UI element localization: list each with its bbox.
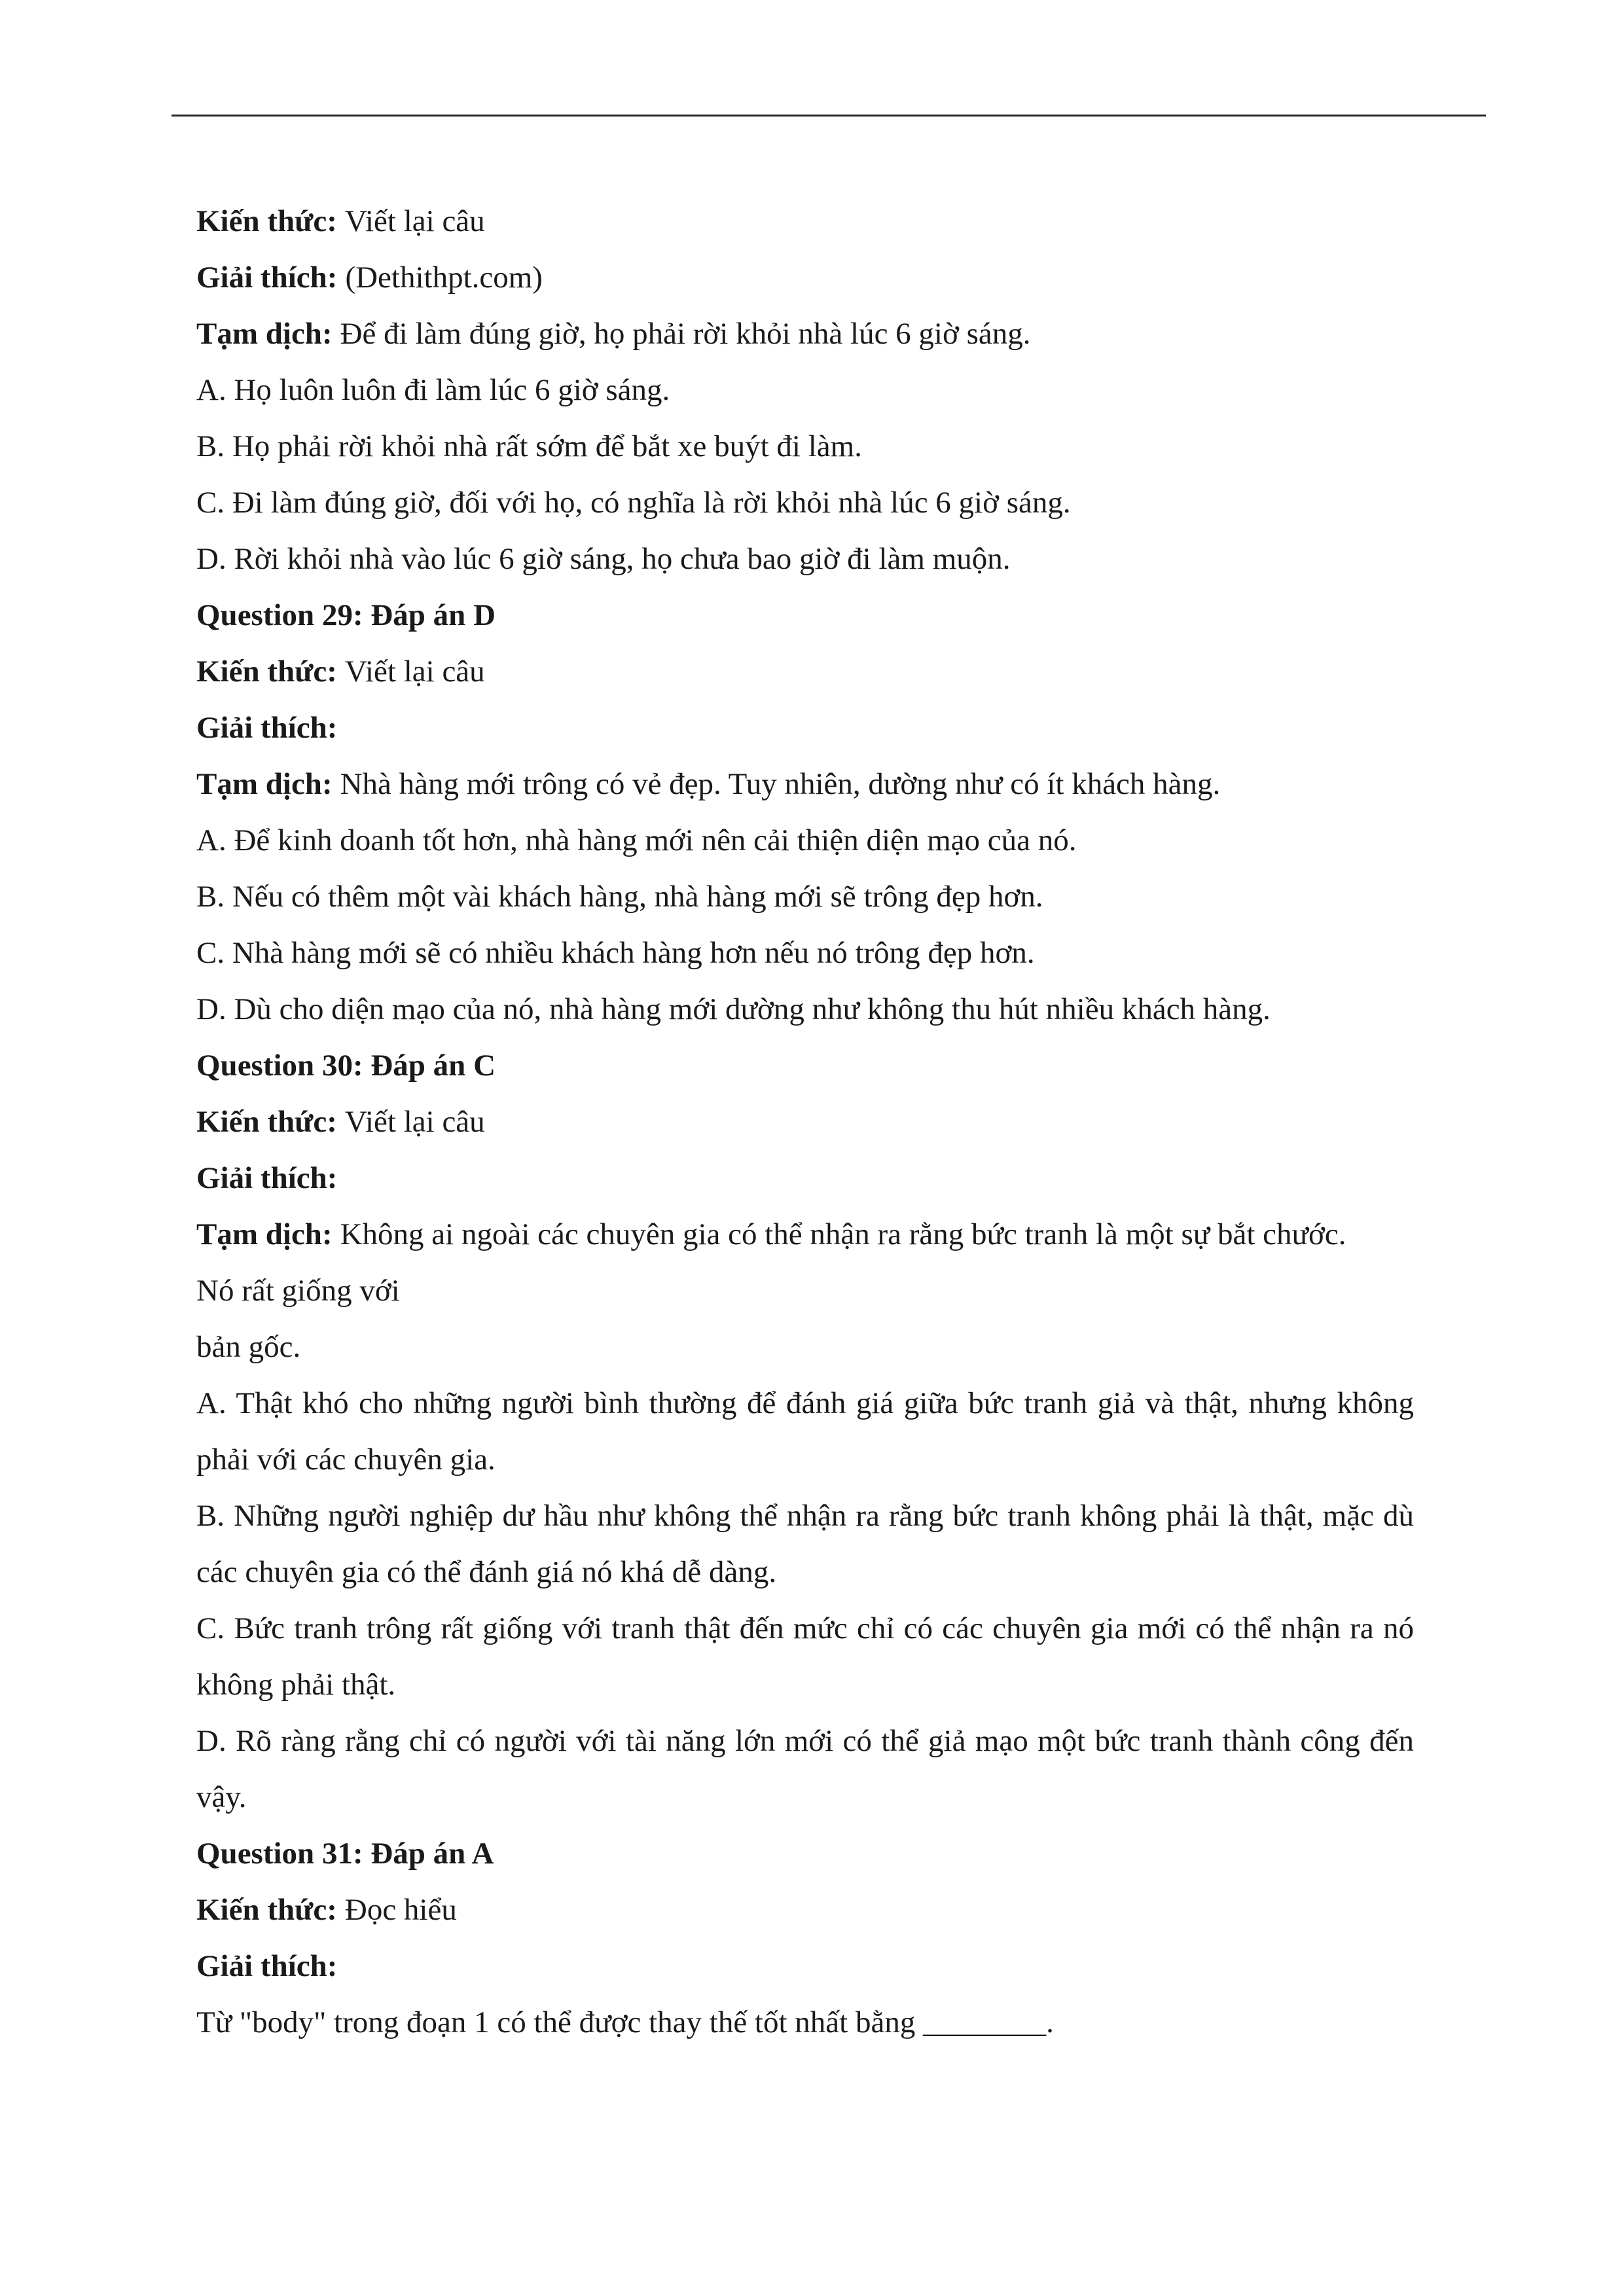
translation-continuation: bản gốc.	[196, 1330, 301, 1364]
option-b: B. Họ phải rời khỏi nhà rất sớm để bắt xe buýt đi làm.	[196, 429, 862, 463]
explanation-label: Giải thích:	[196, 1949, 338, 1983]
option-a: A. Để kinh doanh tốt hơn, nhà hàng mới nên cải thiện diện mạo của nó.	[196, 823, 1077, 857]
option-d: D. Dù cho diện mạo của nó, nhà hàng mới dường như không thu hút nhiều khách hàng.	[196, 992, 1271, 1026]
knowledge-label: Kiến thức:	[196, 1893, 337, 1927]
question-prompt: Từ "body" trong đoạn 1 có thể được thay thế tốt nhất bằng ________.	[196, 2005, 1054, 2039]
translation-line	[196, 756, 1414, 812]
option-b: B. Nếu có thêm một vài khách hàng, nhà hàng mới sẽ trông đẹp hơn.	[196, 880, 1043, 914]
option-d: D. Rõ ràng rằng chỉ có người với tài năng lớn mới có thể giả mạo một bức tranh thành công đến vậy.	[196, 1724, 1414, 1814]
question-heading	[196, 1825, 1414, 1882]
option-b: B. Những người nghiệp dư hầu như không thể nhận ra rằng bức tranh không phải là thật, mặc dù các chuyên gia có thể đánh giá nó khá dễ dàng.	[196, 1499, 1414, 1589]
option-d: D. Rời khỏi nhà vào lúc 6 giờ sáng, họ chưa bao giờ đi làm muộn.	[196, 542, 1011, 576]
option-c: C. Bức tranh trông rất giống với tranh thật đến mức chỉ có các chuyên gia mới có thể nhận ra nó không phải thật.	[196, 1611, 1414, 1702]
question-30-heading: Question 30: Đáp án C	[196, 1049, 496, 1083]
knowledge-line	[196, 1882, 1414, 1938]
explanation-text: (Dethithpt.com)	[345, 260, 543, 295]
knowledge-label: Kiến thức:	[196, 1105, 337, 1139]
explanation-label: Giải thích:	[196, 1161, 338, 1195]
question-29-heading: Question 29: Đáp án D	[196, 598, 496, 632]
explanation-line	[196, 700, 1414, 756]
translation-line	[196, 1206, 1414, 1263]
header-rule	[171, 115, 1486, 117]
document-body	[196, 193, 1414, 2051]
translation-label: Tạm dịch:	[196, 767, 333, 801]
translation-text: Nhà hàng mới trông có vẻ đẹp. Tuy nhiên, dường như có ít khách hàng.	[340, 767, 1221, 801]
explanation-line	[196, 1938, 1414, 1994]
translation-label: Tạm dịch:	[196, 317, 333, 351]
explanation-label: Giải thích:	[196, 260, 338, 295]
knowledge-line	[196, 643, 1414, 700]
translation-continuation: Nó rất giống với	[196, 1274, 400, 1308]
knowledge-text: Viết lại câu	[344, 1105, 485, 1139]
translation-label: Tạm dịch:	[196, 1217, 333, 1251]
option-a: A. Thật khó cho những người bình thường để đánh giá giữa bức tranh giả và thật, nhưng không phải với các chuyên gia.	[196, 1386, 1414, 1477]
option-c: C. Đi làm đúng giờ, đối với họ, có nghĩa là rời khỏi nhà lúc 6 giờ sáng.	[196, 486, 1071, 520]
knowledge-text: Viết lại câu	[344, 204, 485, 238]
translation-text: Để đi làm đúng giờ, họ phải rời khỏi nhà lúc 6 giờ sáng.	[340, 317, 1031, 351]
knowledge-label: Kiến thức:	[196, 204, 337, 238]
translation-line	[196, 306, 1414, 362]
knowledge-text: Đọc hiểu	[344, 1893, 457, 1927]
explanation-line	[196, 249, 1414, 306]
knowledge-line	[196, 1094, 1414, 1150]
question-31-heading: Question 31: Đáp án A	[196, 1837, 494, 1871]
explanation-line	[196, 1150, 1414, 1206]
knowledge-label: Kiến thức:	[196, 655, 337, 689]
question-heading	[196, 587, 1414, 643]
option-a: A. Họ luôn luôn đi làm lúc 6 giờ sáng.	[196, 373, 670, 407]
explanation-label: Giải thích:	[196, 711, 338, 745]
knowledge-line	[196, 193, 1414, 249]
option-c: C. Nhà hàng mới sẽ có nhiều khách hàng hơn nếu nó trông đẹp hơn.	[196, 936, 1035, 970]
translation-text: Không ai ngoài các chuyên gia có thể nhận ra rằng bức tranh là một sự bắt chước.	[340, 1217, 1346, 1251]
question-heading	[196, 1037, 1414, 1094]
knowledge-text: Viết lại câu	[344, 655, 485, 689]
